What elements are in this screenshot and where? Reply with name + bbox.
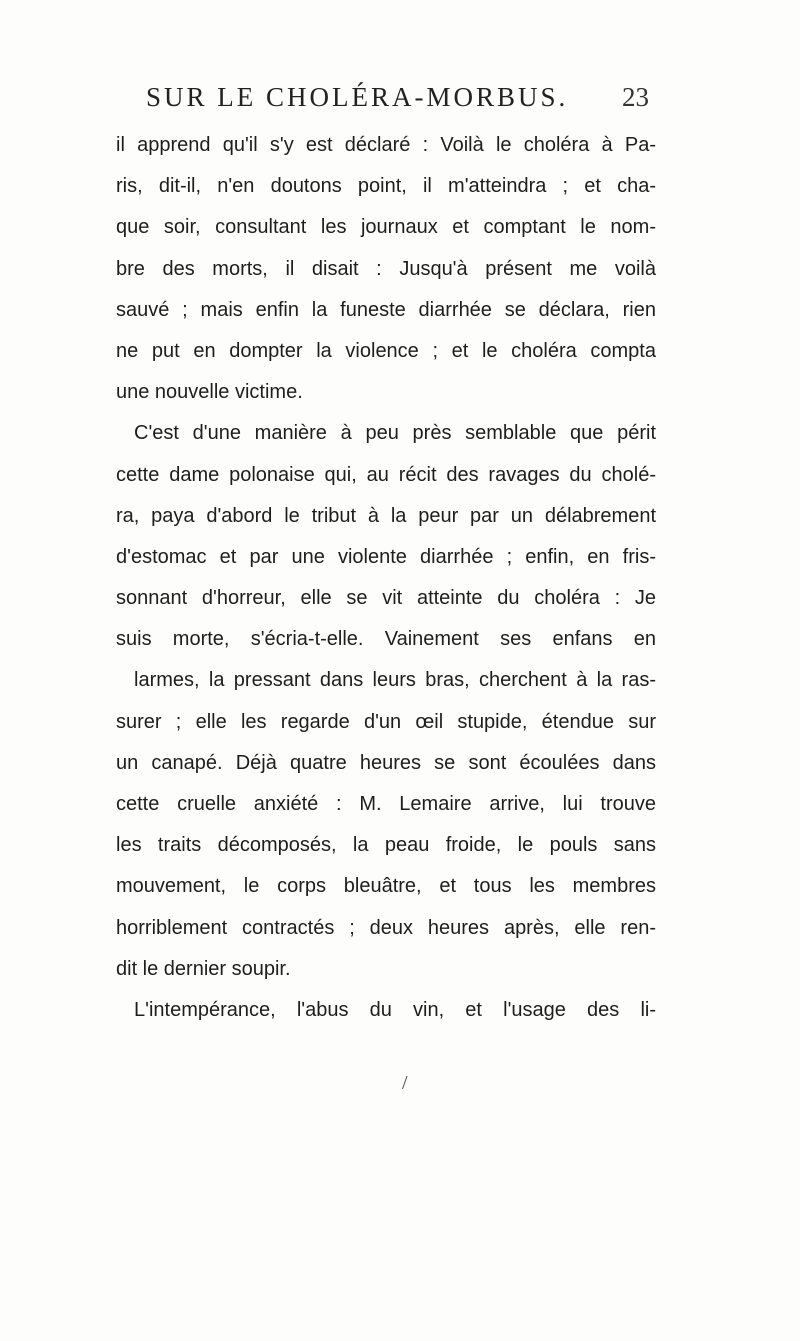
page-number: 23	[622, 82, 649, 112]
text-line: cette cruelle anxiété : M. Lemaire arrive, lui trouve	[116, 793, 656, 815]
text-line: d'estomac et par une violente diarrhée ; enfin, en fris-	[116, 545, 656, 568]
text-line: surer ; elle les regarde d'un œil stupide, étendue sur	[116, 710, 656, 733]
text-line: cette dame polonaise qui, au récit des ravages du cholé-	[116, 463, 656, 486]
running-title: SUR LE CHOLÉRA-MORBUS.	[146, 82, 569, 112]
footer-mark: /	[402, 1072, 408, 1094]
text-line: les traits décomposés, la peau froide, le pouls sans	[116, 834, 656, 857]
text-line: horriblement contractés ; deux heures après, elle ren-	[116, 916, 656, 939]
text-line: ra, paya d'abord le tribut à la peur par un délabrement	[116, 504, 656, 527]
text-line: L'intempérance, l'abus du vin, et l'usage des li-	[134, 998, 656, 1021]
text-line: suis morte, s'écria-t-elle. Vainement ses enfans en	[116, 628, 656, 651]
text-line: C'est d'une manière à peu près semblable que périt	[134, 422, 656, 445]
text-line: un canapé. Déjà quatre heures se sont écoulées dans	[116, 751, 656, 774]
text-line: il apprend qu'il s'y est déclaré : Voilà le choléra à Pa-	[116, 134, 656, 156]
page-header	[0, 82, 800, 122]
text-line: bre des morts, il disait : Jusqu'à présent me voilà	[116, 257, 656, 280]
body-text	[116, 125, 656, 1031]
text-line: ris, dit-il, n'en doutons point, il m'atteindra ; et cha-	[116, 175, 656, 198]
text-line: ne put en dompter la violence ; et le choléra compta	[116, 339, 656, 362]
text-line: mouvement, le corps bleuâtre, et tous les membres	[116, 875, 656, 898]
text-line: dit le dernier soupir.	[116, 957, 291, 980]
text-line: une nouvelle victime.	[116, 381, 303, 404]
text-line: que soir, consultant les journaux et comptant le nom-	[116, 216, 656, 239]
text-line: larmes, la pressant dans leurs bras, cherchent à la ras-	[134, 669, 656, 692]
text-line: sauvé ; mais enfin la funeste diarrhée se déclara, rien	[116, 298, 656, 321]
text-line: sonnant d'horreur, elle se vit atteinte du choléra : Je	[116, 587, 656, 610]
